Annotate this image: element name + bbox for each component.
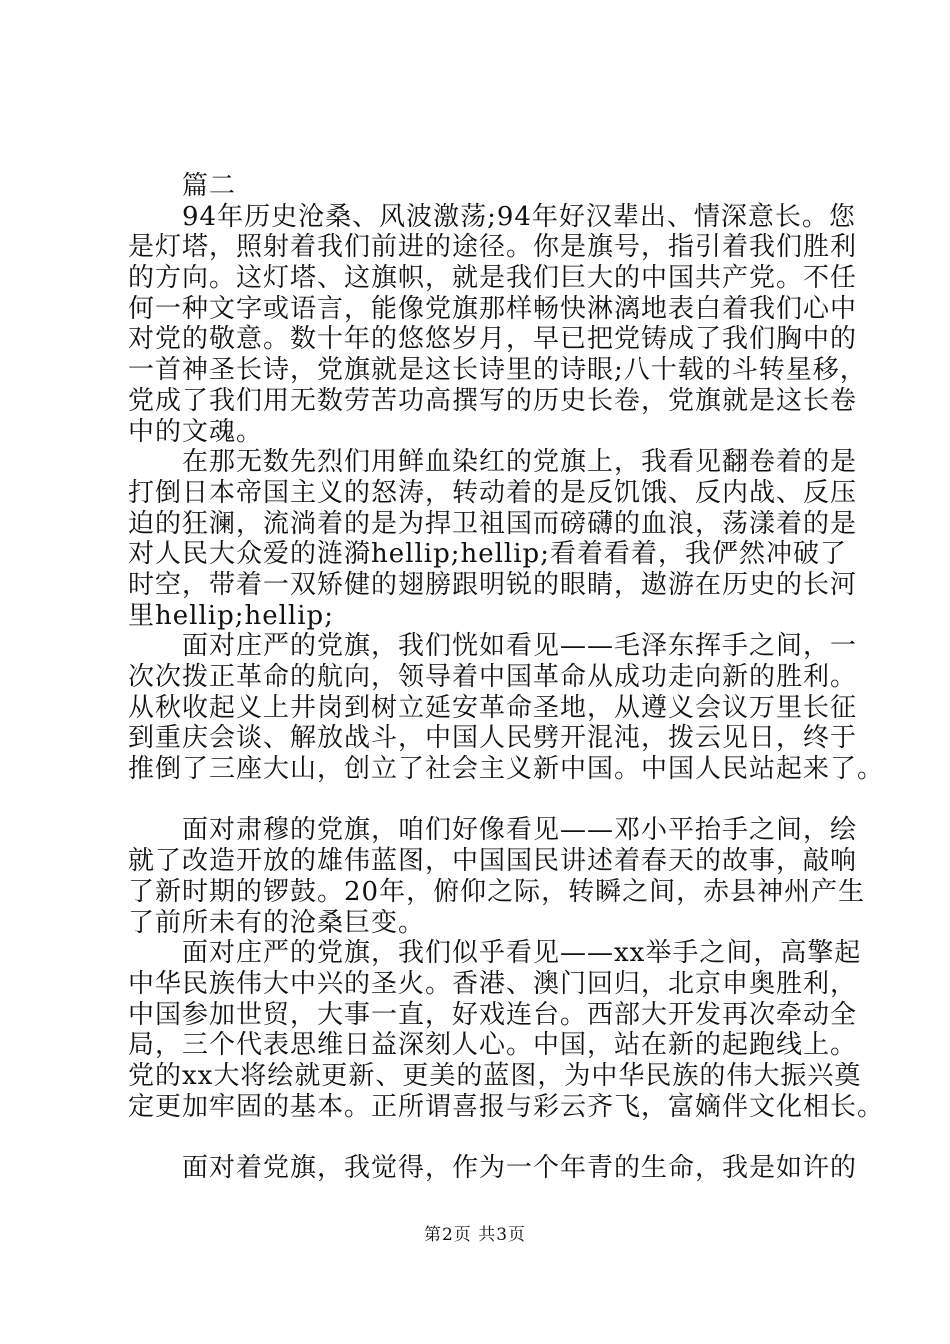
paragraph-line: 党的xx大将绘就更新、更美的蓝图，为中华民族的伟大振兴奠 [128,1060,862,1091]
paragraph-line: 中的文魂。 [128,416,264,447]
paragraph-line: 次次拨正革命的航向，领导着中国革命从成功走向新的胜利。 [128,662,858,692]
paragraph-first-line: 在那无数先烈们用鲜血染红的党旗上，我看见翻卷着的是 [182,447,858,478]
paragraph-line: 迫的狂澜，流淌着的是为捍卫祖国而磅礴的血浪，荡漾着的是 [128,508,858,539]
paragraph-line: 中国参加世贸，大事一直，好戏连台。西部大开发再次牵动全 [128,999,858,1030]
paragraph-line: 时空，带着一双矫健的翅膀跟明锐的眼睛，遨游在历史的长河 [128,569,858,600]
paragraph-line: 定更加牢固的基本。正所谓喜报与彩云齐飞，富嫡伴文化相长。 [128,1091,885,1122]
paragraph-line: 的方向。这灯塔、这旗帜，就是我们巨大的中国共产党。不任 [128,263,858,294]
document-body [128,171,885,1184]
paragraph-line: 打倒日本帝国主义的怒涛，转动着的是反饥饿、反内战、反压 [128,477,858,508]
paragraph-line: 就了改造开放的雄伟蓝图，中国国民讲述着春天的故事，敲响 [128,846,858,877]
paragraph-line: 了前所未有的沧桑巨变。 [128,907,426,938]
paragraph-line: 推倒了三座大山，创立了社会主义新中国。中国人民站起来了。 [128,754,885,785]
paragraph-line: 局，三个代表思维日益深刻人心。中国，站在新的起跑线上。 [128,1030,858,1061]
paragraph-first-line: 面对肃穆的党旗，咱们好像看见——邓小平抬手之间，绘 [182,815,858,846]
paragraph-line: 里hellip;hellip; [128,600,334,631]
paragraph-line: 何一种文字或语言，能像党旗那样畅快淋漓地表白着我们心中 [128,293,858,324]
paragraph-line: 从秋收起义上井岗到树立延安革命圣地，从遵义会议万里长征 [128,692,858,723]
paragraph-line: 了新时期的锣鼓。20年，俯仰之际，转瞬之间，赤县神州产生 [128,876,866,907]
paragraph-first-line: 94年历史沧桑、风波激荡;94年好汉辈出、情深意长。您 [182,201,856,232]
paragraph-line: 到重庆会谈、解放战斗，中国人民劈开混沌，拨云见日，终于 [128,723,858,754]
blank-line [128,1122,838,1153]
blank-line [128,785,838,816]
paragraph-first-line: 面对庄严的党旗，我们似乎看见——xx举手之间，高擎起 [182,938,862,969]
paragraph-line: 党成了我们用无数劳苦功高撰写的历史长卷，党旗就是这长卷 [128,385,858,416]
paragraph-line: 对人民大众爱的涟漪hellip;hellip;看着看着，我俨然冲破了 [128,539,847,570]
paragraph-line: 对党的敬意。数十年的悠悠岁月，早已把党铸成了我们胸中的 [128,324,858,355]
paragraph-line: 中华民族伟大中兴的圣火。香港、澳门回归，北京申奥胜利， [128,968,858,999]
paragraph-line: 一首神圣长诗，党旗就是这长诗里的诗眼;八十载的斗转星移， [128,355,867,386]
paragraph-line: 是灯塔，照射着我们前进的途径。你是旗号，指引着我们胜利 [128,232,858,263]
paragraph-first-line: 面对着党旗，我觉得，作为一个年青的生命，我是如许的 [182,1153,858,1183]
page-footer: 第2页 共3页 [423,1225,527,1245]
paragraph-first-line: 面对庄严的党旗，我们恍如看见——毛泽东挥手之间，一 [182,631,858,662]
paragraph-first-line: 篇二 [182,171,237,201]
